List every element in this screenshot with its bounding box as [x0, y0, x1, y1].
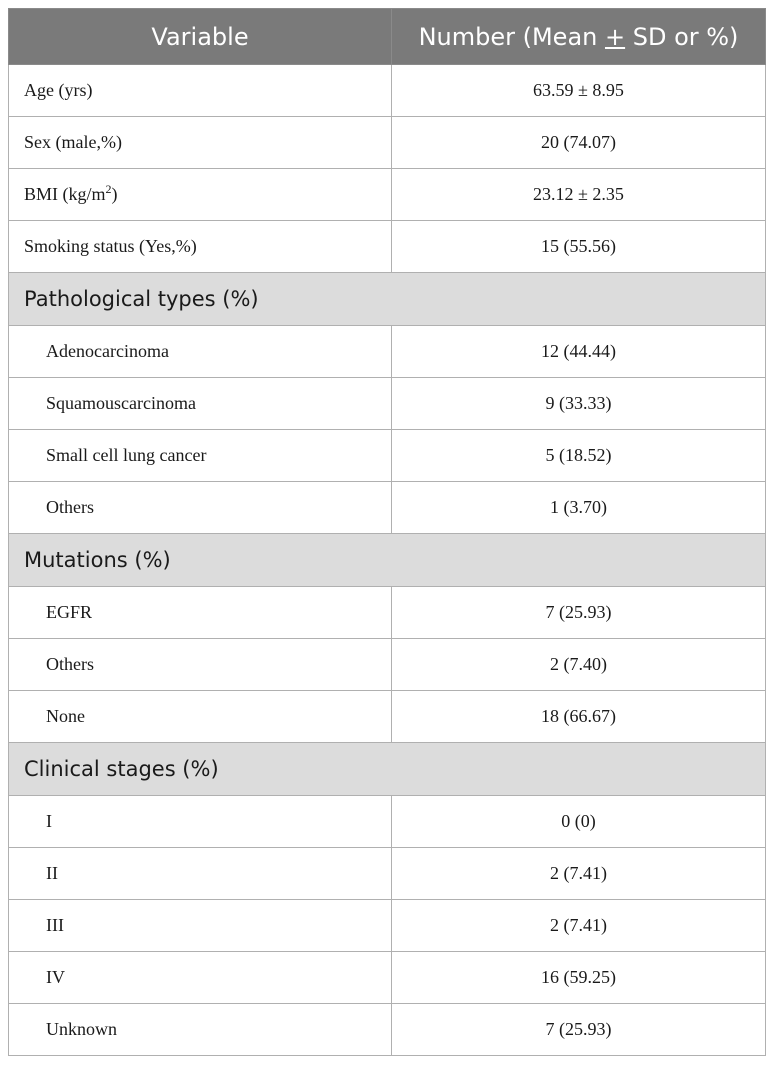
row-value: 2 (7.40) [392, 639, 766, 691]
row-value: 1 (3.70) [392, 482, 766, 534]
table-row [9, 691, 766, 743]
header-variable: Variable [9, 9, 392, 65]
header-row [9, 9, 766, 65]
row-value-smoking: 15 (55.56) [392, 221, 766, 273]
row-label-bmi [9, 169, 392, 221]
row-value: 0 (0) [392, 796, 766, 848]
table-row [9, 65, 766, 117]
characteristics-table [8, 8, 766, 1056]
row-label-smoking: Smoking status (Yes,%) [9, 221, 392, 273]
table-row [9, 587, 766, 639]
table-row [9, 1004, 766, 1056]
bmi-label-suffix: ) [111, 184, 118, 204]
row-label: IV [9, 952, 392, 1004]
row-value: 9 (33.33) [392, 378, 766, 430]
header-number-prefix: Number (Mean [418, 22, 605, 51]
row-label: Squamouscarcinoma [9, 378, 392, 430]
section-title-stages: Clinical stages (%) [9, 743, 766, 796]
table-row [9, 326, 766, 378]
bmi-label-superscript: 2 [105, 182, 112, 196]
row-label: None [9, 691, 392, 743]
row-label: II [9, 848, 392, 900]
row-label: Adenocarcinoma [9, 326, 392, 378]
section-header-pathological [9, 273, 766, 326]
table-row [9, 952, 766, 1004]
header-number [392, 9, 766, 65]
table-row [9, 378, 766, 430]
row-value: 5 (18.52) [392, 430, 766, 482]
row-value: 7 (25.93) [392, 1004, 766, 1056]
row-label-sex: Sex (male,%) [9, 117, 392, 169]
table-row [9, 221, 766, 273]
header-number-suffix: SD or %) [625, 22, 739, 51]
header-plus-minus: + [604, 22, 626, 51]
table-row [9, 848, 766, 900]
table-row [9, 482, 766, 534]
section-header-stages [9, 743, 766, 796]
row-value: 12 (44.44) [392, 326, 766, 378]
row-label: Unknown [9, 1004, 392, 1056]
row-value: 18 (66.67) [392, 691, 766, 743]
row-value: 16 (59.25) [392, 952, 766, 1004]
row-value: 2 (7.41) [392, 900, 766, 952]
row-value: 7 (25.93) [392, 587, 766, 639]
table-row [9, 900, 766, 952]
row-label: Others [9, 482, 392, 534]
row-value-sex: 20 (74.07) [392, 117, 766, 169]
table-row [9, 639, 766, 691]
section-header-mutations [9, 534, 766, 587]
table-row [9, 169, 766, 221]
row-label: III [9, 900, 392, 952]
table-row [9, 796, 766, 848]
row-label-age: Age (yrs) [9, 65, 392, 117]
table-row [9, 430, 766, 482]
row-label: I [9, 796, 392, 848]
section-title-pathological: Pathological types (%) [9, 273, 766, 326]
row-value-age: 63.59 ± 8.95 [392, 65, 766, 117]
row-label: EGFR [9, 587, 392, 639]
row-value: 2 (7.41) [392, 848, 766, 900]
bmi-label-prefix: BMI (kg/m [24, 184, 106, 204]
row-value-bmi: 23.12 ± 2.35 [392, 169, 766, 221]
row-label: Others [9, 639, 392, 691]
row-label: Small cell lung cancer [9, 430, 392, 482]
table-row [9, 117, 766, 169]
section-title-mutations: Mutations (%) [9, 534, 766, 587]
